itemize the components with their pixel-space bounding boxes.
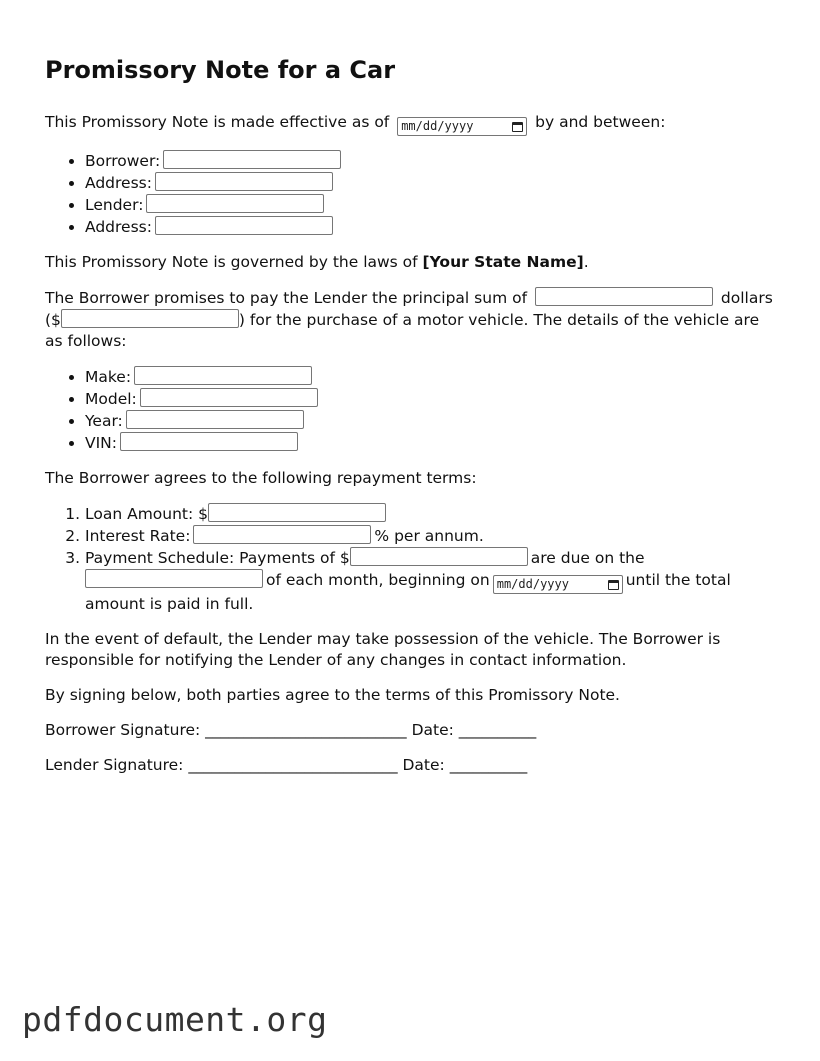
calendar-icon[interactable] (608, 580, 619, 590)
borrower-label: Borrower: (85, 152, 161, 170)
payment-end-text: until the total amount is paid in full. (85, 571, 731, 613)
intro-paragraph (45, 112, 775, 136)
year-label: Year: (85, 412, 123, 430)
interest-rate-field[interactable] (193, 525, 371, 544)
payment-month-text: of each month, beginning on (266, 571, 490, 589)
borrower-address-field[interactable] (155, 172, 333, 191)
start-date-input[interactable] (493, 575, 623, 594)
watermark-logo: pdfdocument.org (22, 1000, 328, 1039)
make-label: Make: (85, 368, 132, 386)
signing-paragraph: By signing below, both parties agree to the terms of this Promissory Note. (45, 686, 620, 704)
list-item (85, 525, 775, 547)
list-item (85, 194, 775, 216)
repayment-terms-list (45, 503, 775, 615)
lender-signature-line: Lender Signature: ___________________________ Date: __________ (45, 756, 528, 774)
payment-due-text: are due on the (530, 549, 645, 567)
interest-rate-label: Interest Rate: (85, 527, 191, 545)
intro-text-before: This Promissory Note is made effective as of (45, 113, 390, 131)
governing-period: . (583, 253, 589, 271)
start-date-placeholder: mm/dd/yyyy (496, 577, 569, 591)
payment-day-field[interactable] (85, 569, 263, 588)
lender-address-field[interactable] (155, 216, 333, 235)
document-page (45, 54, 775, 790)
loan-amount-label: Loan Amount: $ (85, 505, 209, 523)
vin-label: VIN: (85, 434, 117, 452)
principal-text-before: The Borrower promises to pay the Lender the principal sum of (45, 289, 528, 307)
list-item (85, 503, 775, 525)
list-item (85, 216, 775, 238)
principal-text-after: ) for the purchase of a motor vehicle. The details of the vehicle are as follows: (45, 311, 760, 350)
list-item (85, 432, 775, 454)
model-label: Model: (85, 390, 137, 408)
list-item (85, 410, 775, 432)
lender-label: Lender: (85, 196, 144, 214)
loan-amount-field[interactable] (208, 503, 386, 522)
parties-list (45, 150, 775, 238)
principal-words-field[interactable] (535, 287, 713, 306)
default-paragraph: In the event of default, the Lender may take possession of the vehicle. The Borrower is responsible for notifying the Lender of any changes in contact information. (45, 630, 721, 669)
state-name: [Your State Name] (422, 253, 584, 271)
intro-text-after: by and between: (535, 113, 666, 131)
payment-label: Payment Schedule: Payments of $ (85, 549, 350, 567)
list-item (85, 172, 775, 194)
list-item (85, 366, 775, 388)
effective-date-placeholder: mm/dd/yyyy (401, 119, 474, 133)
calendar-icon[interactable] (512, 122, 523, 132)
year-field[interactable] (126, 410, 304, 429)
list-item (85, 388, 775, 410)
make-field[interactable] (134, 366, 312, 385)
principal-paragraph (45, 287, 775, 352)
payment-amount-field[interactable] (350, 547, 528, 566)
lender-address-label: Address: (85, 218, 152, 236)
governing-law-paragraph (45, 252, 775, 273)
borrower-address-label: Address: (85, 174, 152, 192)
page-title: Promissory Note for a Car (45, 56, 396, 84)
list-item (85, 547, 775, 615)
governing-text: This Promissory Note is governed by the laws of (45, 253, 423, 271)
interest-suffix: % per annum. (374, 527, 484, 545)
effective-date-input[interactable] (397, 117, 527, 136)
vehicle-list (45, 366, 775, 454)
repayment-intro: The Borrower agrees to the following repayment terms: (45, 469, 477, 487)
vin-field[interactable] (120, 432, 298, 451)
model-field[interactable] (140, 388, 318, 407)
principal-text-middle: dollars ($ (45, 289, 773, 329)
lender-field[interactable] (146, 194, 324, 213)
borrower-signature-line: Borrower Signature: __________________________ Date: __________ (45, 721, 537, 739)
principal-amount-field[interactable] (61, 309, 239, 328)
list-item (85, 150, 775, 172)
borrower-field[interactable] (163, 150, 341, 169)
